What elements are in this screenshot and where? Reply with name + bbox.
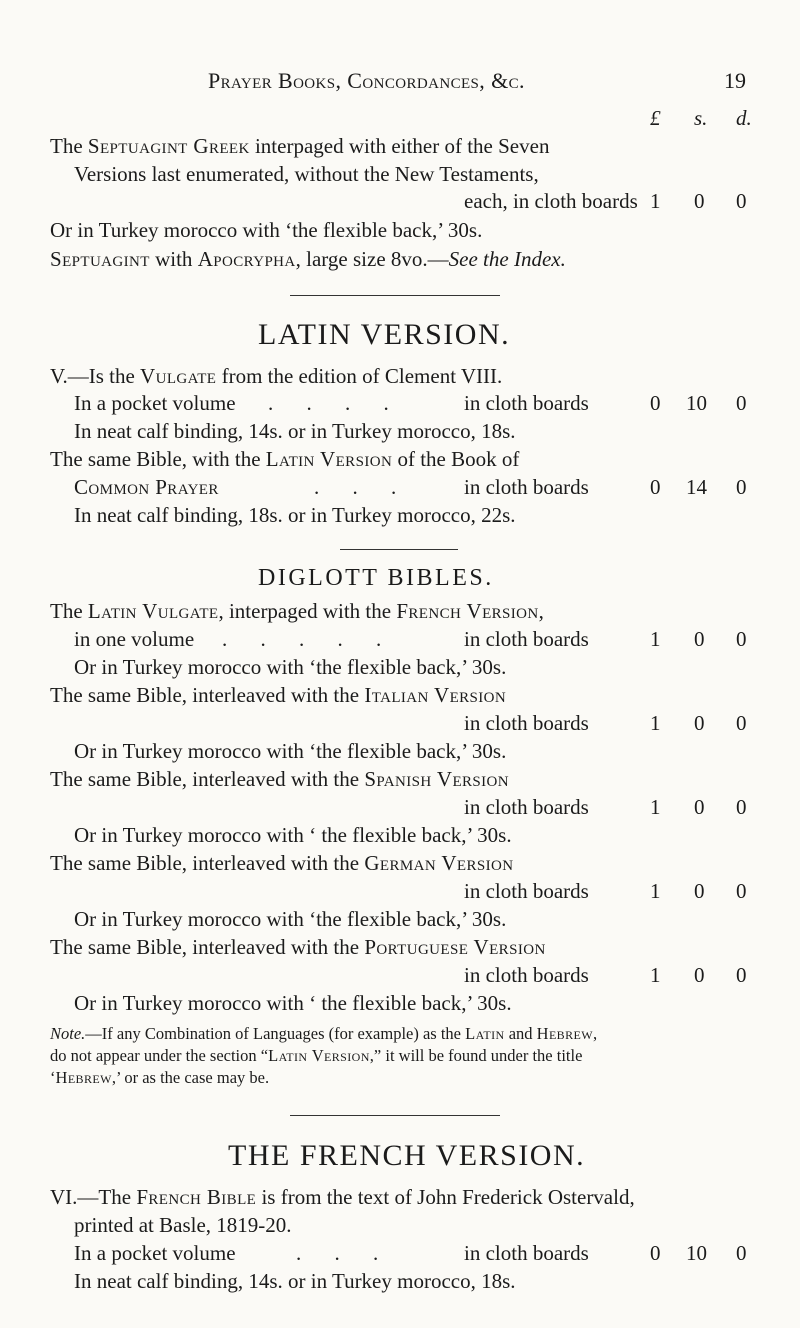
french-line-2: printed at Basle, 1819-20. bbox=[74, 1213, 292, 1237]
diglott-entry-1-line-1: The Latin Vulgate, interpaged with the French Version, bbox=[50, 599, 544, 623]
latin-line-1: V.—Is the Vulgate from the edition of Clement VIII. bbox=[50, 364, 503, 388]
diglott-entry-3-boards: in cloth boards bbox=[464, 795, 589, 819]
latin-line-4: The same Bible, with the Latin Version of the Book of bbox=[50, 447, 520, 471]
diglott-entry-1-morocco: Or in Turkey morocco with ‘the flexible back,’ 30s. bbox=[74, 655, 507, 679]
section-divider bbox=[290, 295, 500, 296]
pounds-symbol: £ bbox=[650, 106, 661, 130]
french-line-4: In neat calf binding, 14s. or in Turkey morocco, 18s. bbox=[74, 1269, 516, 1293]
diglott-entry-5-morocco: Or in Turkey morocco with ‘ the flexible back,’ 30s. bbox=[74, 991, 512, 1015]
french-line-3-leader: . . . bbox=[296, 1241, 393, 1265]
diglott-entry-2-line-1: The same Bible, interleaved with the Italian Version bbox=[50, 683, 507, 707]
latin-line-3: In neat calf binding, 14s. or in Turkey morocco, 18s. bbox=[74, 419, 516, 443]
latin-line-5-a: Common Prayer bbox=[74, 475, 219, 499]
septuagint-line-4: Or in Turkey morocco with ‘the flexible back,’ 30s. bbox=[50, 218, 483, 242]
note-line-1: Note.—If any Combination of Languages (for example) as the Latin and Hebrew, bbox=[50, 1024, 598, 1043]
french-line-3-a: In a pocket volume bbox=[74, 1241, 236, 1265]
latin-line-2-b: in cloth boards bbox=[464, 391, 589, 415]
diglott-entry-4-line-1: The same Bible, interleaved with the German Version bbox=[50, 851, 514, 875]
latin-line-5-b: in cloth boards bbox=[464, 475, 589, 499]
latin-line-5-leader: . . . bbox=[314, 475, 411, 499]
running-title: Prayer Books, Concordances, &c. bbox=[208, 68, 525, 93]
diglott-entry-3-morocco: Or in Turkey morocco with ‘ the flexible back,’ 30s. bbox=[74, 823, 512, 847]
diglott-entry-5-boards: in cloth boards bbox=[464, 963, 589, 987]
diglott-entry-2-morocco: Or in Turkey morocco with ‘the flexible back,’ 30s. bbox=[74, 739, 507, 763]
diglott-entry-3-line-1: The same Bible, interleaved with the Spanish Version bbox=[50, 767, 510, 791]
section-divider bbox=[340, 549, 458, 550]
septuagint-line-3: each, in cloth boards bbox=[464, 189, 638, 213]
septuagint-greek-smallcaps: Septuagint Greek bbox=[87, 134, 250, 158]
french-version-title: THE FRENCH VERSION. bbox=[228, 1139, 586, 1172]
latin-line-6: In neat calf binding, 18s. or in Turkey morocco, 22s. bbox=[74, 503, 516, 527]
french-line-1: VI.—The French Bible is from the text of John Frederick Ostervald, bbox=[50, 1185, 635, 1209]
septuagint-line-1: The Septuagint Greek interpaged with either of the Seven bbox=[50, 134, 550, 158]
diglott-entry-2-boards: in cloth boards bbox=[464, 711, 589, 735]
diglott-title: DIGLOTT BIBLES. bbox=[258, 565, 494, 591]
page-number: 19 bbox=[724, 68, 746, 93]
french-line-3-b: in cloth boards bbox=[464, 1241, 589, 1265]
diglott-entry-1-line-2: in one volume bbox=[74, 627, 195, 651]
note-line-3: ‘Hebrew,’ or as the case may be. bbox=[50, 1068, 270, 1087]
septuagint-line-5: Septuagint with Apocrypha, large size 8vo.—See the Index. bbox=[50, 247, 566, 271]
latin-version-title: LATIN VERSION. bbox=[258, 318, 511, 351]
diglott-entry-5-line-1: The same Bible, interleaved with the Portuguese Version bbox=[50, 935, 546, 959]
diglott-entry-4-boards: in cloth boards bbox=[464, 879, 589, 903]
section-divider bbox=[290, 1115, 500, 1116]
diglott-entry-1-leader: . . . . . bbox=[222, 627, 396, 651]
latin-line-2-a: In a pocket volume bbox=[74, 391, 236, 415]
diglott-entry-1-boards: in cloth boards bbox=[464, 627, 589, 651]
septuagint-line-2: Versions last enumerated, without the New Testaments, bbox=[74, 162, 539, 186]
diglott-entry-4-morocco: Or in Turkey morocco with ‘the flexible back,’ 30s. bbox=[74, 907, 507, 931]
pence-symbol: d. bbox=[736, 106, 752, 130]
shillings-symbol: s. bbox=[694, 106, 708, 130]
latin-line-2-leader: . . . . bbox=[268, 391, 403, 415]
note-line-2: do not appear under the section “Latin Version,” it will be found under the title bbox=[50, 1046, 583, 1065]
